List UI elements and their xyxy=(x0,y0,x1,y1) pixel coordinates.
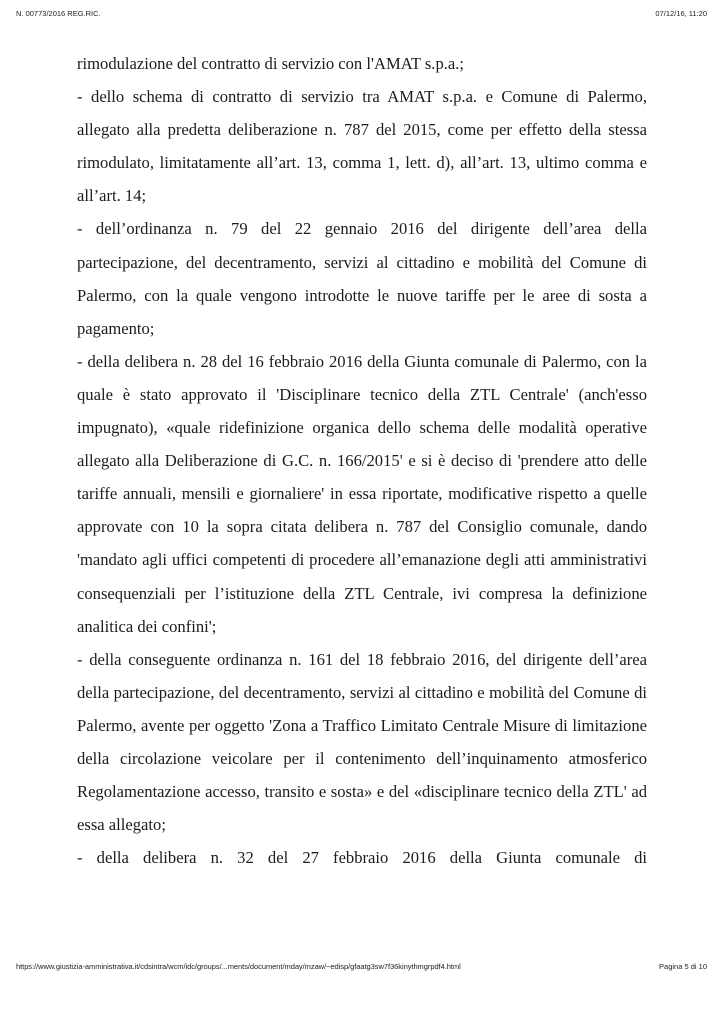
paragraph: - dello schema di contratto di servizio tra AMAT s.p.a. e Comune di Palermo, allegato alla predetta deliberazione n. 787 del 2015, come per effetto della stessa rimodulato, limitatamente all’art. 13, comma 1, lett. d), all’art. 13, ultimo comma e all’art. 14; xyxy=(77,87,647,206)
paragraph: rimodulazione del contratto di servizio con l'AMAT s.p.a.; xyxy=(77,54,465,73)
paragraph: - della delibera n. 28 del 16 febbraio 2016 della Giunta comunale di Palermo, con la quale è stato approvato il 'Disciplinare tecnico della ZTL Centrale' (anch'esso impugnato), «quale ridefinizione organica dello schema delle modalità operative allegato alla Deliberazione di G.C. n. 166/2015' e si è deciso di 'prendere atto delle tariffe annuali, mensili e giornaliere' in essa riportate, modificative rispetto a quelle approvate con 10 la sopra citata delibera n. 787 del Consiglio comunale, dando 'mandato agli uffici competenti di procedere all’emanazione degli atti amministrativi consequenziali per l’istituzione della ZTL Centrale, ivi compresa la definizione analitica dei confini'; xyxy=(77,351,647,636)
print-footer xyxy=(16,962,707,976)
print-datetime: 07/12/16, 11:20 xyxy=(655,9,707,18)
document-body xyxy=(77,47,647,874)
paragraph: - della delibera n. 32 del 27 febbraio 2016 della Giunta comunale di xyxy=(77,848,647,868)
paragraph: - dell’ordinanza n. 79 del 22 gennaio 2016 del dirigente dell’area della partecipazione, del decentramento, servizi al cittadino e mobilità del Comune di Palermo, con la quale vengono introdotte le nuove tariffe per le aree di sosta a pagamento; xyxy=(77,219,647,338)
paragraph: - della conseguente ordinanza n. 161 del 18 febbraio 2016, del dirigente dell’area della partecipazione, del decentramento, servizi al cittadino e mobilità del Comune di Palermo, avente per oggetto 'Zona a Traffico Limitato Centrale Misure di limitazione della circolazione veicolare per il contenimento dell’inquinamento atmosferico Regolamentazione accesso, transito e sosta» e del «disciplinare tecnico della ZTL' ad essa allegato; xyxy=(77,649,647,835)
print-header xyxy=(16,9,707,23)
page-indicator: Pagina 5 di 10 xyxy=(659,962,707,971)
document-number: N. 00773/2016 REG.RIC. xyxy=(16,9,101,18)
source-url: https://www.giustizia-amministrativa.it/cdsintra/wcm/idc/groups/...ments/document/mday/mzaw/~edisp/gfaatg3sw7f36kinythmgrpdf4.html xyxy=(16,962,461,971)
